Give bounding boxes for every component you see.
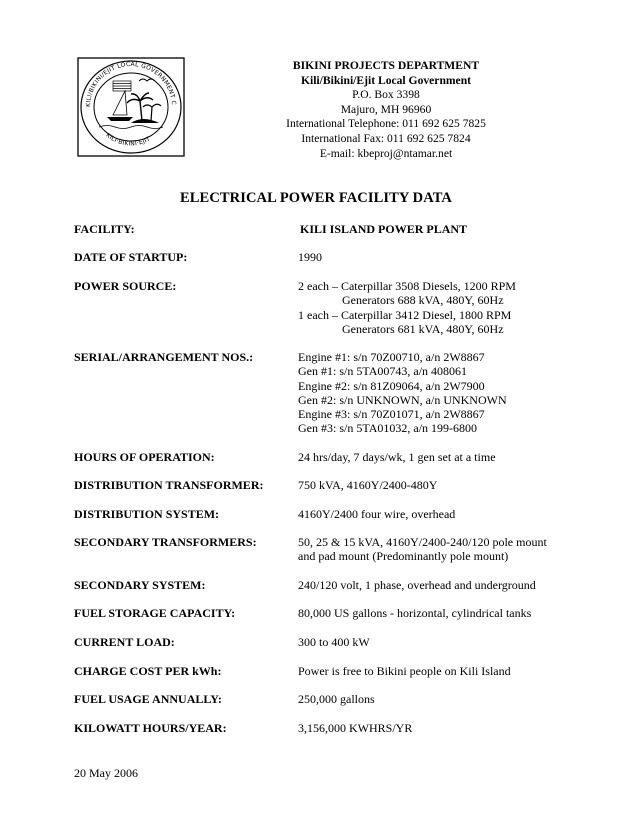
- serial-line: Engine #3: s/n 70Z01071, a/n 2W8867: [298, 407, 485, 422]
- serial-line: Engine #1: s/n 70Z00710, a/n 2W8867: [298, 350, 485, 364]
- sec-transformers-value: [298, 535, 547, 564]
- power-source-label: POWER SOURCE:: [74, 279, 177, 293]
- island-seal-icon: [77, 57, 185, 157]
- fuel-usage-label: FUEL USAGE ANNUALLY:: [74, 692, 222, 706]
- facility-value: KILI ISLAND POWER PLANT: [300, 222, 468, 236]
- hours-value: 24 hrs/day, 7 days/wk, 1 gen set at a time: [298, 450, 496, 464]
- city-address: Majuro, MH 96960: [340, 102, 432, 116]
- fuel-usage-value: 250,000 gallons: [298, 692, 375, 706]
- letterhead: [255, 59, 517, 161]
- svg-text:KILI/BIKINI/EJIT LOCAL GOVERNM: KILI/BIKINI/EJIT LOCAL GOVERNMENT C: [84, 60, 178, 108]
- dist-system-label: DISTRIBUTION SYSTEM:: [74, 507, 220, 521]
- government-name: Kili/Bikini/Ejit Local Government: [300, 73, 472, 87]
- government-seal-logo: [77, 57, 185, 157]
- current-load-label: CURRENT LOAD:: [74, 635, 175, 649]
- facility-label: FACILITY:: [74, 222, 135, 236]
- sec-system-label: SECONDARY SYSTEM:: [74, 578, 206, 592]
- serial-line: Gen #2: s/n UNKNOWN, a/n UNKNOWN: [298, 392, 507, 407]
- svg-text:KILI·BIKINI·EJIT: KILI·BIKINI·EJIT: [104, 131, 152, 148]
- charge-cost-value: Power is free to Bikini people on Kili Island: [298, 664, 511, 678]
- kwh-year-label: KILOWATT HOURS/YEAR:: [74, 721, 227, 735]
- serial-value: [298, 350, 507, 436]
- telephone: International Telephone: 011 692 625 7825: [286, 117, 486, 131]
- dist-transformer-value: 750 kVA, 4160Y/2400-480Y: [298, 478, 438, 492]
- hours-label: HOURS OF OPERATION:: [74, 450, 215, 464]
- serial-line: Gen #1: s/n 5TA00743, a/n 408061: [298, 364, 468, 379]
- document-date: 20 May 2006: [74, 766, 138, 780]
- sec-transformers-line: and pad mount (Predominantly pole mount): [298, 549, 509, 564]
- startup-value: 1990: [298, 250, 322, 264]
- sec-transformers-line: 50, 25 & 15 kVA, 4160Y/2400-240/120 pole mount: [298, 535, 547, 549]
- dist-system-value: 4160Y/2400 four wire, overhead: [298, 507, 456, 521]
- serial-label: SERIAL/ARRANGEMENT NOS.:: [74, 350, 254, 364]
- kwh-year-value: 3,156,000 KWHRS/YR: [298, 721, 413, 735]
- power-source-line: Generators 681 kVA, 480Y, 60Hz: [342, 321, 504, 336]
- serial-line: Engine #2: s/n 81Z09064, a/n 2W7900: [298, 378, 485, 393]
- department-name: BIKINI PROJECTS DEPARTMENT: [292, 59, 480, 72]
- power-source-line: 2 each – Caterpillar 3508 Diesels, 1200 RPM: [298, 279, 516, 293]
- charge-cost-label: CHARGE COST PER kWh:: [74, 664, 222, 678]
- power-source-line: 1 each – Caterpillar 3412 Diesel, 1800 RPM: [298, 307, 512, 322]
- fax: International Fax: 011 692 625 7824: [301, 131, 471, 145]
- serial-line: Gen #3: s/n 5TA01032, a/n 199-6800: [298, 421, 478, 436]
- startup-label: DATE OF STARTUP:: [74, 250, 188, 264]
- power-source-line: Generators 688 kVA, 480Y, 60Hz: [342, 293, 504, 308]
- sec-system-value: 240/120 volt, 1 phase, overhead and underground: [298, 578, 536, 592]
- fuel-storage-label: FUEL STORAGE CAPACITY:: [74, 606, 236, 620]
- current-load-value: 300 to 400 kW: [298, 635, 370, 649]
- email: E-mail: kbeproj@ntamar.net: [319, 146, 453, 160]
- fuel-storage-value: 80,000 US gallons - horizontal, cylindrical tanks: [298, 606, 532, 620]
- power-source-value: [298, 279, 516, 336]
- dist-transformer-label: DISTRIBUTION TRANSFORMER:: [74, 478, 264, 492]
- sec-transformers-label: SECONDARY TRANSFORMERS:: [74, 535, 257, 549]
- po-box: P.O. Box 3398: [352, 88, 420, 102]
- document-title: ELECTRICAL POWER FACILITY DATA: [180, 190, 452, 206]
